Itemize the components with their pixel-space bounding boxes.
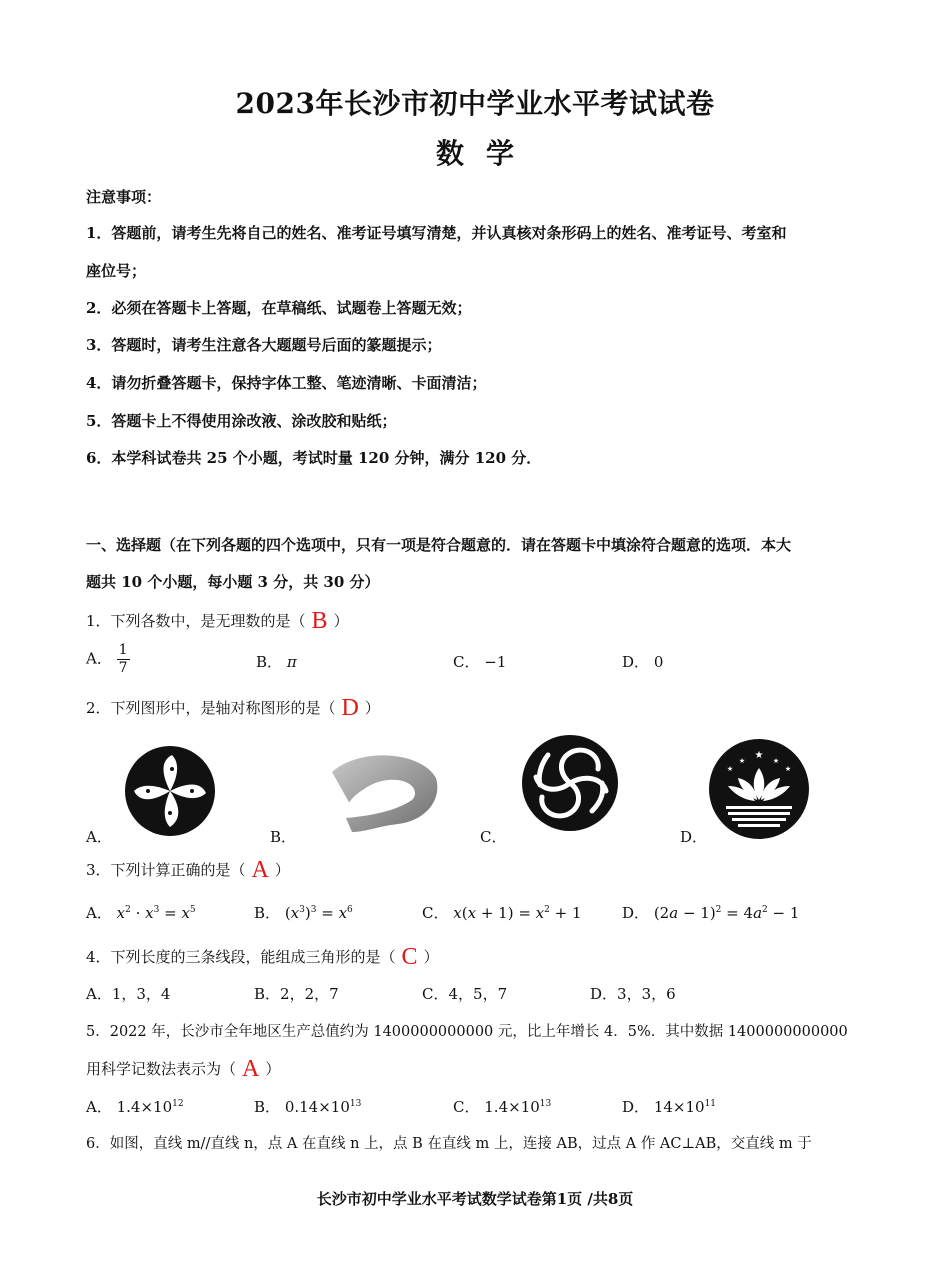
q5-option-d-label: D． (622, 1098, 650, 1116)
q1-option-b (256, 651, 297, 672)
fraction-denominator: 7 (118, 660, 128, 676)
question-1-stem (86, 606, 349, 633)
q3-answer: A (251, 857, 269, 883)
q5-option-a-label: A． (86, 1098, 112, 1116)
q2-option-c: C． (480, 828, 507, 846)
q2-stem-text: 2．下列图形中，是轴对称图形的是（ (86, 699, 336, 717)
q3-option-d-expr: $(2a - 1)^2 = 4a^2 - 1$ (653, 904, 800, 922)
q1-option-c (453, 651, 506, 672)
note-item-1-cont: 座位号； (86, 262, 147, 280)
curved-crescent-shape-icon (328, 752, 440, 834)
q5-option-c-expr: $1.4\times 10^{13}$ (484, 1098, 552, 1116)
q5-option-c-label: C． (453, 1098, 480, 1116)
q5-answer: A (242, 1056, 260, 1082)
note-item-4: 4．请勿折叠答题卡，保持字体工整、笔迹清晰、卡面清洁； (86, 374, 487, 392)
q1-option-a (86, 642, 130, 677)
q5-stem-close: ） (265, 1060, 281, 1078)
question-5-line1: 5．2022 年，长沙市全年地区生产总值约为 1400000000000 元，比上年增长 4．5%．其中数据 1400000000000 (86, 1024, 848, 1040)
q4-option-a: A．1，3，4 (86, 985, 171, 1003)
q4-stem-close: ） (423, 948, 439, 966)
q4-stem-text: 4．下列长度的三条线段，能组成三角形的是（ (86, 948, 396, 966)
q1-option-c-value: −1 (484, 653, 507, 671)
q2-answer: D (341, 695, 359, 721)
q3-option-c (422, 902, 582, 923)
q5-option-d-expr: $14\times 10^{11}$ (653, 1098, 717, 1116)
q3-option-b-expr: $(x^3)^3 = x^6$ (284, 904, 353, 922)
q2-option-d: D． (680, 828, 708, 846)
q1-answer: B (311, 608, 328, 634)
q5-stem-text: 用科学记数法表示为（ (86, 1060, 237, 1078)
svg-text:★: ★ (772, 757, 780, 765)
question-4-stem (86, 942, 439, 969)
note-item-3: 3．答题时，请考生注意各大题题号后面的篆题提示； (86, 336, 442, 354)
q1-stem-close: ） (333, 612, 349, 630)
q1-option-d-label: D． (622, 653, 650, 671)
exam-title: 2023年长沙市初中学业水平考试试卷 (235, 87, 715, 120)
q1-option-c-label: C． (453, 653, 480, 671)
q1-option-d (622, 651, 663, 672)
macau-lotus-emblem-icon (708, 738, 810, 840)
note-item-1: 1．答题前，请考生先将自己的姓名、准考证号填写清楚，并认真核对条形码上的姓名、准考证号、考室和 (86, 224, 787, 242)
q2-stem-close: ） (364, 699, 380, 717)
note-item-5: 5．答题卡上不得使用涂改液、涂改胶和贴纸； (86, 412, 397, 430)
q3-option-b-label: B． (254, 904, 281, 922)
q3-option-c-label: C． (422, 904, 449, 922)
q5-option-a-expr: $1.4\times 10^{12}$ (116, 1098, 184, 1116)
q2-option-a: A． (86, 828, 112, 846)
q4-answer: C (401, 944, 418, 970)
q3-option-a-label: A． (86, 904, 112, 922)
svg-text:★: ★ (784, 765, 792, 773)
q3-option-b (254, 902, 353, 923)
swirl-bird-emblem-icon (518, 733, 622, 833)
svg-text:★: ★ (738, 757, 746, 765)
svg-text:★: ★ (726, 765, 734, 773)
q3-option-c-expr: $x(x + 1) = x^2 + 1$ (453, 904, 582, 922)
subject-title: 数学 (435, 137, 536, 170)
q5-option-b-label: B． (254, 1098, 281, 1116)
page-footer: 长沙市初中学业水平考试数学试卷第1页 /共8页 (316, 1190, 634, 1208)
note-item-6: 6．本学科试卷共 25 个小题，考试时量 120 分钟，满分 120 分． (86, 449, 542, 467)
q4-option-b: B．2，2，7 (254, 985, 339, 1003)
q3-option-a (86, 902, 196, 923)
q2-option-b: B． (270, 828, 297, 846)
q5-option-b (254, 1096, 361, 1117)
question-2-stem (86, 693, 380, 720)
svg-text:★: ★ (754, 750, 764, 761)
q5-option-c (453, 1096, 551, 1117)
q1-option-d-value: 0 (653, 653, 664, 671)
q4-option-c: C．4，5，7 (422, 985, 508, 1003)
section-heading-line2: 题共 10 个小题，每小题 3 分，共 30 分） (86, 573, 380, 591)
question-6-line1: 6．如图，直线 m//直线 n，点 A 在直线 n 上，点 B 在直线 m 上，连接 AB，过点 A 作 AC⊥AB，交直线 m 于 (86, 1136, 812, 1152)
note-item-2: 2．必须在答题卡上答题，在草稿纸、试题卷上答题无效； (86, 299, 472, 317)
q3-option-d (622, 902, 799, 923)
q1-option-a-label: A． (86, 649, 112, 668)
q5-option-d (622, 1096, 716, 1117)
q3-stem-close: ） (274, 861, 290, 879)
hong-kong-bauhinia-emblem-icon (122, 745, 218, 837)
q1-option-a-fraction (117, 642, 130, 677)
q3-option-a-expr: $x^2 \cdot x^3 = x^5$ (116, 904, 196, 922)
q5-option-a (86, 1096, 184, 1117)
section-heading-line1: 一、选择题（在下列各题的四个选项中，只有一项是符合题意的．请在答题卡中填涂符合题意的选项．本大 (86, 536, 792, 554)
notes-heading: 注意事项： (86, 188, 162, 206)
q1-option-b-value: π (286, 653, 297, 671)
q3-stem-text: 3．下列计算正确的是（ (86, 861, 246, 879)
question-3-stem (86, 855, 290, 882)
question-5-stem (86, 1054, 280, 1081)
q4-option-d: D．3，3，6 (590, 985, 676, 1003)
fraction-numerator: 1 (118, 642, 128, 658)
q3-option-d-label: D． (622, 904, 650, 922)
q5-option-b-expr: $0.14\times 10^{13}$ (284, 1098, 362, 1116)
q1-option-b-label: B． (256, 653, 283, 671)
q1-stem-text: 1．下列各数中，是无理数的是（ (86, 612, 306, 630)
